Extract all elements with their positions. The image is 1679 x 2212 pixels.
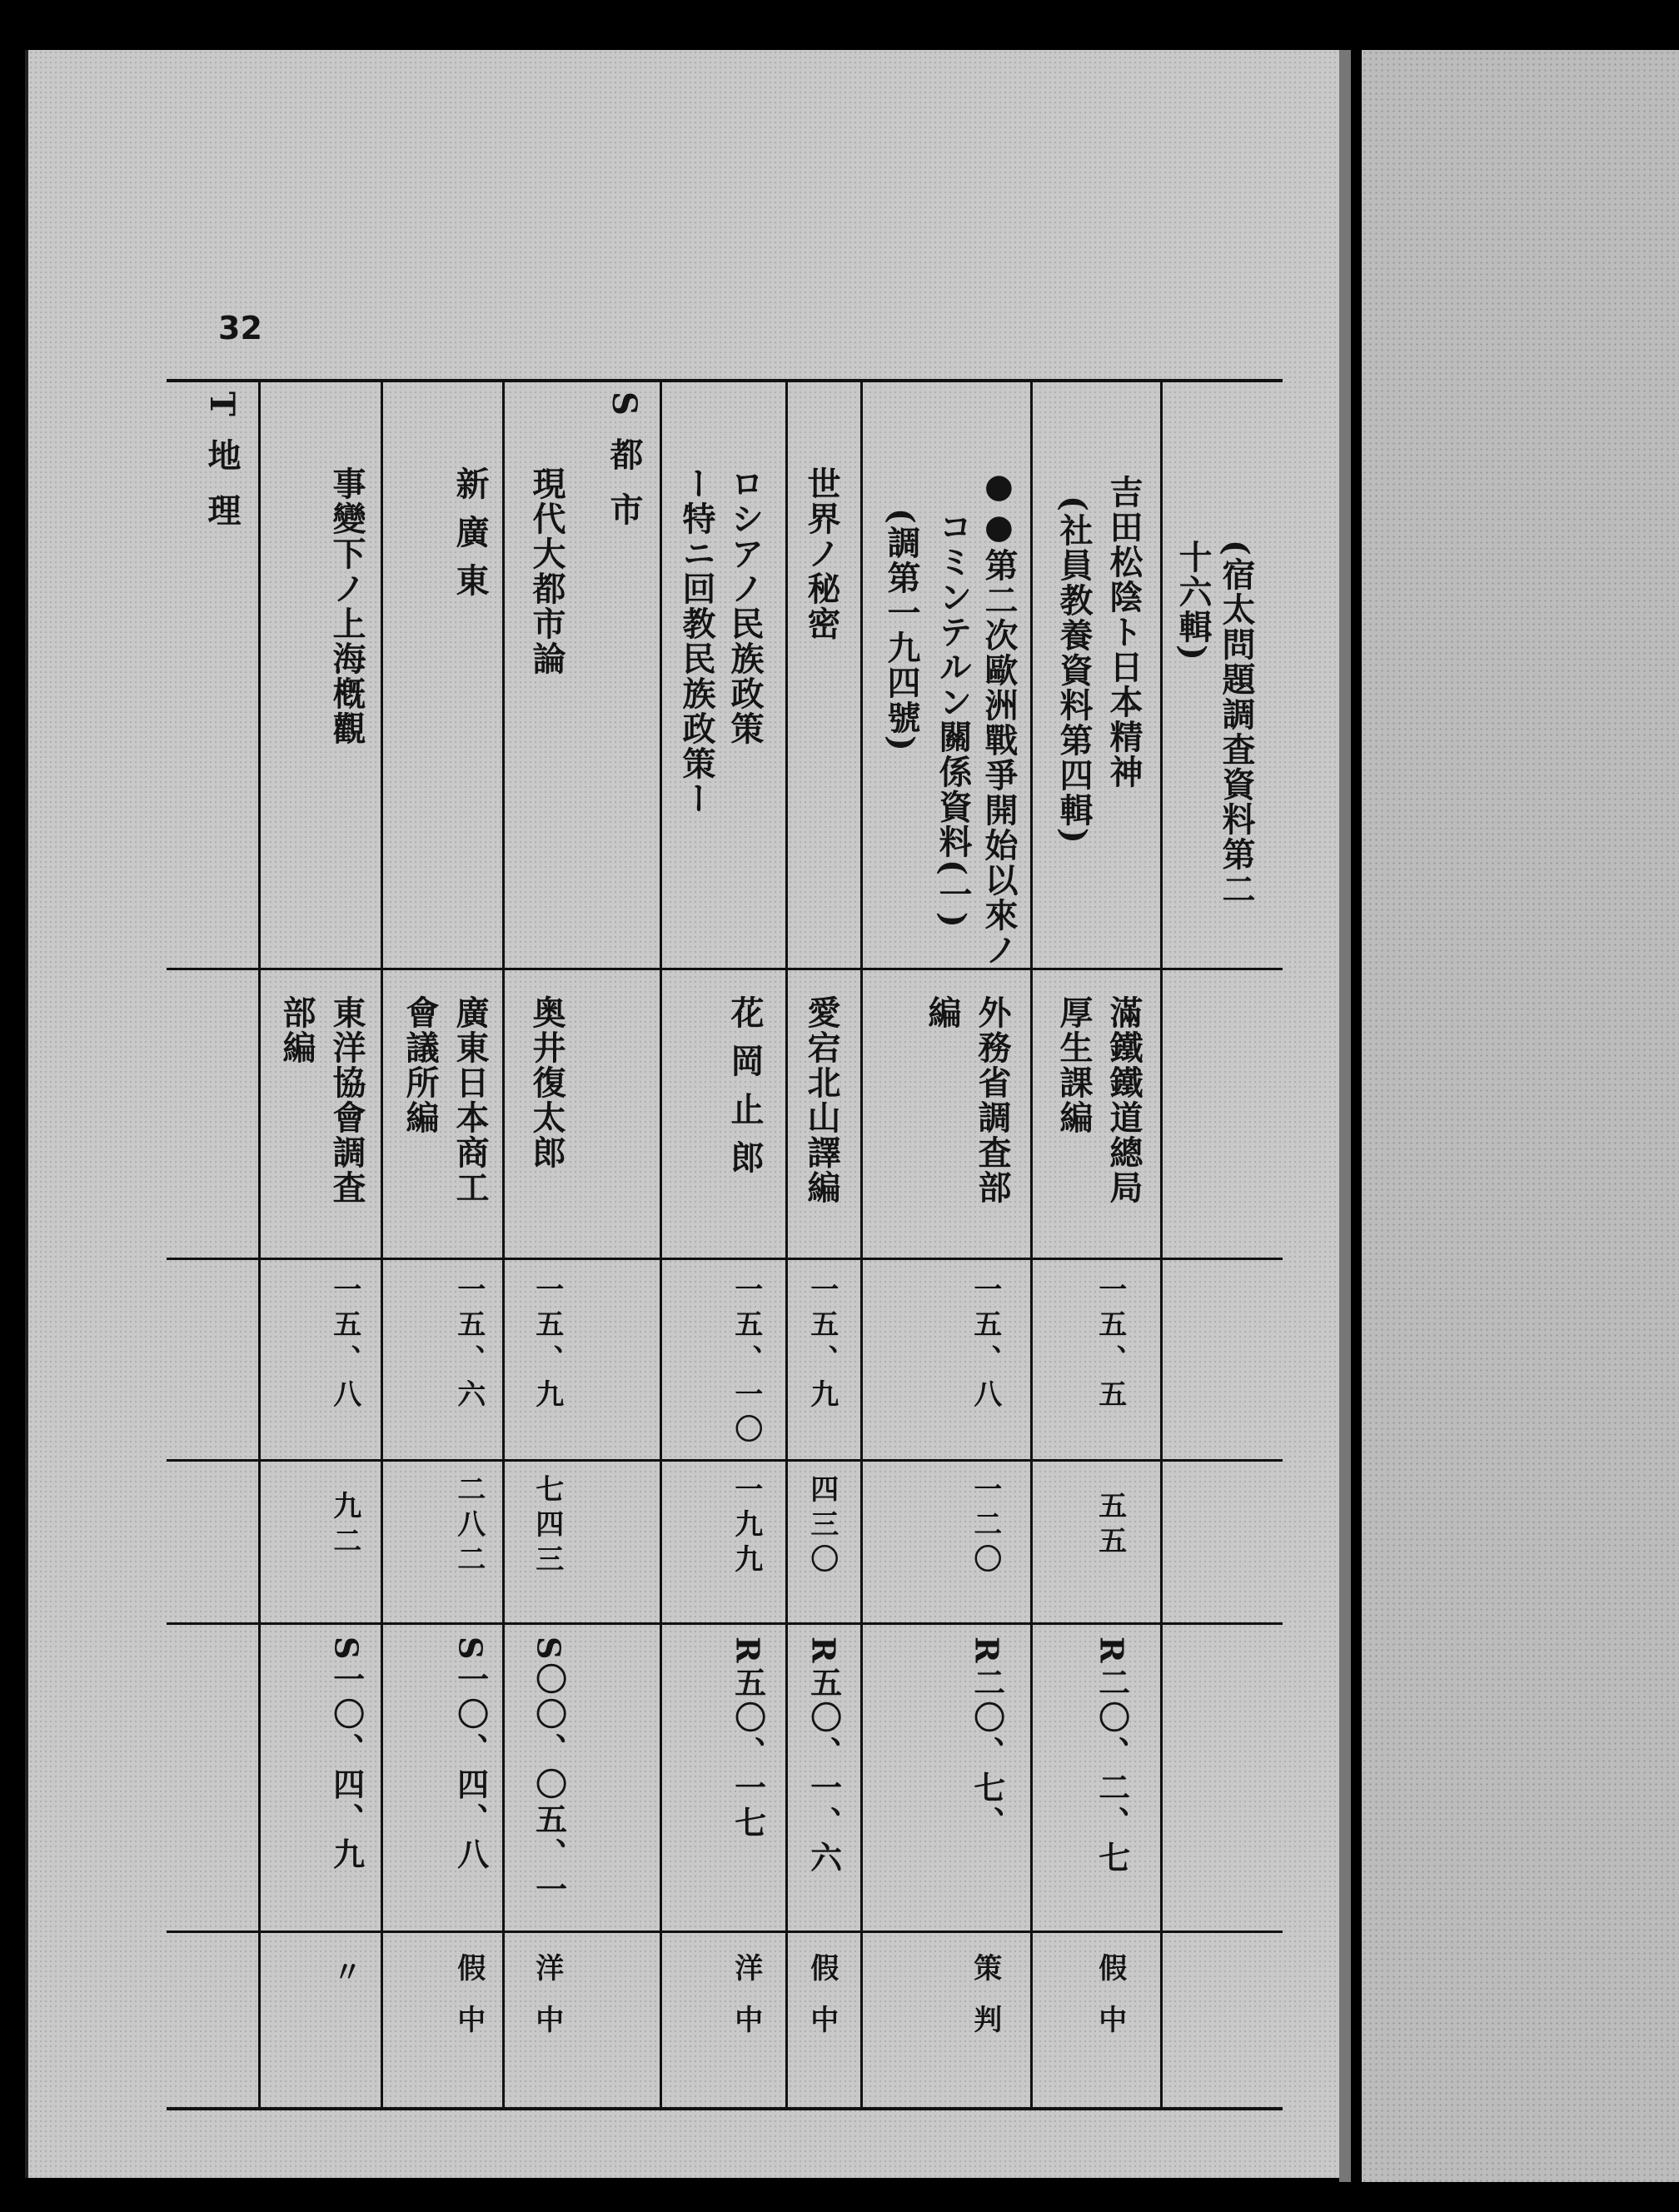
table-row-3-pages: 四三〇 [805,1474,839,1579]
table-row-1-pages: 五五 [1093,1491,1127,1561]
table-row-8-pages: 九二 [327,1491,361,1561]
section-heading-cities: S 都 市 [605,391,644,531]
column-rule-author-date [167,1258,1283,1260]
table-row-4-code: R五〇、一七 [729,1637,767,1841]
table-row-2-code: R二〇、七、 [968,1637,1006,1841]
table-row-3-date: 一五、九 [805,1274,839,1414]
column-rule-code-note [167,1931,1283,1933]
table-row-8-title-line-1: 事變下ノ上海槪觀 [327,466,366,746]
table-row-3-note: 假 中 [805,1953,839,2040]
table-row-2-title-line-3: (調第一九四號) [882,508,921,753]
table-row-8-note: 〃 [327,1957,361,1992]
table-row-0-title-line-2: 十六輯) [1173,540,1213,662]
table-row-1-date: 一五、五 [1093,1274,1127,1414]
table-row-7-title-line-1: 新 廣 東 [451,466,490,598]
table-row-8-date: 一五、八 [327,1274,361,1414]
table-row-4-title-line-2: ー特ニ回教民族政策ー [677,466,716,816]
table-row-2-author-line-1: 外務省調査部 [973,995,1012,1205]
column-rule-pages-code [167,1622,1283,1625]
table-row-4-pages: 一九九 [729,1474,763,1579]
section-heading-geography: T 地 理 [202,391,242,531]
table-row-2-title-line-2: コミンテルン關係資料(一) [934,510,973,929]
page-number: 32 [218,310,262,346]
table-row-1-note: 假 中 [1093,1953,1127,2040]
column-rule-date-pages [167,1459,1283,1462]
table-row-7-note: 假 中 [451,1953,486,2040]
table-row-4-note: 洋 中 [729,1953,763,2040]
table-row-3-title-line-1: 世界ノ秘密 [802,466,841,641]
table-bottom-rule [167,2107,1283,2110]
table-row-2-pages: 一二〇 [968,1474,1002,1579]
row-separator [860,381,863,2108]
table-row-7-author-line-1: 廣東日本商工 [451,995,490,1205]
column-rule-title-author [167,968,1283,970]
table-top-rule [167,379,1283,382]
table-row-1-title-line-1: 吉田松陰ト日本精神 [1104,475,1143,790]
table-row-8-author-line-2: 部編 [277,995,316,1065]
table-row-7-pages: 二八二 [451,1474,486,1579]
table-row-2-title-line-1: ●●第二次歐洲戰爭開始以來ノ [979,466,1019,968]
row-separator [785,381,788,2108]
table-row-0-title-line-1: (宿太問題調査資料第二 [1217,540,1256,907]
table-row-8-author-line-1: 東洋協會調査 [327,995,366,1205]
table-row-8-code: S一〇、四、九 [327,1637,366,1873]
table-row-1-title-line-2: (社員教養資料第四輯) [1054,496,1094,845]
facing-page [1362,50,1679,2182]
table-row-3-author-line-1: 愛宕北山譯編 [802,995,841,1205]
table-row-2-note: 策 判 [968,1953,1002,2040]
table-row-1-author-line-1: 滿鐵鐵道總局 [1104,995,1143,1205]
row-separator [502,381,505,2108]
table-row-6-note: 洋 中 [530,1953,564,2040]
table-row-4-title-line-1: ロシアノ民族政策 [725,466,765,746]
table-row-6-title-line-1: 現代大都市論 [527,466,566,676]
book-spine [1339,50,1351,2182]
table-row-4-date: 一五、一〇 [729,1274,763,1449]
table-row-7-date: 一五、六 [451,1274,486,1414]
table-row-6-author-line-1: 奥井復太郎 [527,995,566,1170]
table-row-7-code: S一〇、四、八 [451,1637,490,1873]
table-row-6-pages: 七四三 [530,1474,564,1579]
row-separator [1030,381,1033,2108]
table-row-2-date: 一五、八 [968,1274,1002,1414]
row-separator [1160,381,1163,2108]
row-separator [258,381,261,2108]
table-row-3-code: R五〇、一、六 [805,1637,843,1876]
table-row-1-code: R二〇、二、七 [1093,1637,1131,1876]
table-row-2-author-line-2: 編 [923,995,962,1030]
row-separator [381,381,383,2108]
table-row-4-author-line-1: 花 岡 止 郎 [725,995,765,1175]
table-row-6-date: 一五、九 [530,1274,564,1414]
table-row-7-author-line-2: 會議所編 [401,995,440,1135]
book-page [25,50,1348,2178]
table-row-6-code: S〇〇、〇五、一 [530,1637,568,1908]
row-separator [660,381,662,2108]
table-row-1-author-line-2: 厚生課編 [1054,995,1094,1135]
